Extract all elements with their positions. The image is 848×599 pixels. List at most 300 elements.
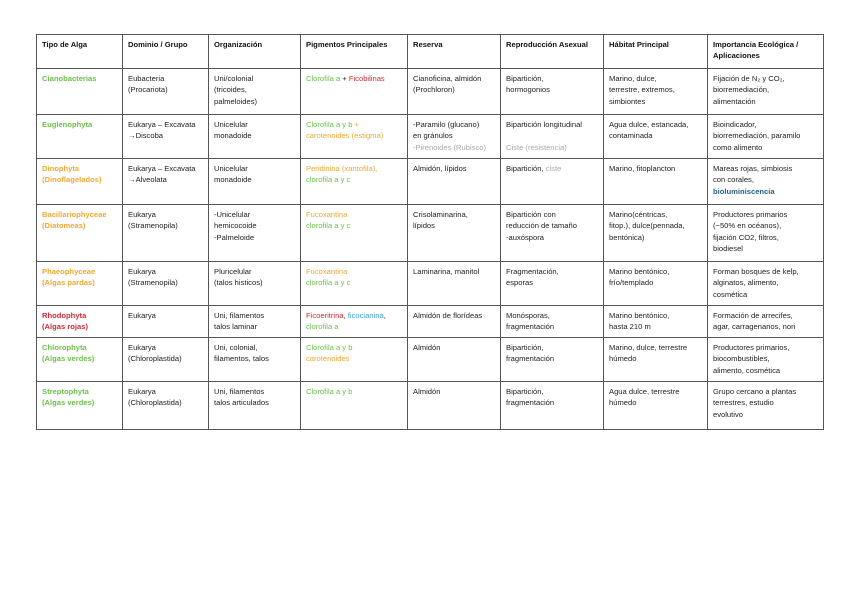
cell-tipo-de-alga xyxy=(37,382,123,430)
cell-line xyxy=(214,353,296,364)
table-row xyxy=(37,159,824,205)
cell-line xyxy=(713,163,819,174)
cell-line xyxy=(713,220,819,231)
cell-line xyxy=(306,73,403,84)
cell-line xyxy=(713,365,819,376)
cell-line: Euglenophyta xyxy=(42,120,93,129)
cell-importancia xyxy=(708,69,824,115)
cell-line xyxy=(128,84,204,95)
text-segment: fragmentación xyxy=(506,322,555,332)
cell-organizacion xyxy=(209,382,301,430)
header-dominio-grupo: Dominio / Grupo xyxy=(123,35,209,69)
text-segment: talos articulados xyxy=(214,398,269,408)
cell-line xyxy=(128,277,204,288)
cell-line xyxy=(306,353,403,364)
cell-line xyxy=(713,397,819,408)
algae-table xyxy=(36,34,824,430)
cell-line xyxy=(506,220,599,231)
text-segment: Crisolaminarina, xyxy=(413,210,468,219)
cell-organizacion xyxy=(209,115,301,159)
text-segment: clorofila a xyxy=(306,322,339,332)
cell-line xyxy=(506,232,599,243)
text-segment: Unicelular xyxy=(214,120,248,129)
text-segment: (talos histicos) xyxy=(214,278,263,288)
cell-importancia xyxy=(708,338,824,382)
text-segment: Marino, fitoplancton xyxy=(609,164,676,173)
cell-line xyxy=(609,353,703,364)
cell-line xyxy=(713,73,819,84)
cell-line xyxy=(214,397,296,408)
table-row xyxy=(37,69,824,115)
cell-line xyxy=(713,186,819,197)
cell-line xyxy=(609,119,703,130)
cell-reproduccion xyxy=(501,306,604,338)
text-segment: Bipartición, xyxy=(506,387,544,396)
cell-importancia xyxy=(708,205,824,262)
text-segment: + xyxy=(340,74,349,83)
text-segment: -auxóspora xyxy=(506,232,544,242)
cell-pigmentos xyxy=(301,382,408,430)
cell-line xyxy=(609,266,703,277)
text-segment: biocombustibles, xyxy=(713,354,770,364)
cell-line xyxy=(214,73,296,84)
cell-line xyxy=(214,386,296,397)
header-reserva: Reserva xyxy=(408,35,501,69)
cell-importancia xyxy=(708,262,824,306)
text-segment: Agua dulce, estancada, xyxy=(609,120,689,129)
cell-line xyxy=(713,310,819,321)
cell-tipo-de-alga xyxy=(37,115,123,159)
text-segment: Bipartición longitudinal xyxy=(506,120,582,129)
cell-line xyxy=(506,342,599,353)
text-segment: Forman bosques de kelp, xyxy=(713,267,799,276)
text-segment: Eukarya xyxy=(128,387,156,396)
cell-line xyxy=(609,386,703,397)
cell-line xyxy=(413,342,496,353)
cell-line xyxy=(506,353,599,364)
text-segment: biorremediación, paramilo xyxy=(713,131,801,141)
cell-line xyxy=(128,342,204,353)
text-segment: carotenoides (estigma) xyxy=(306,131,384,141)
cell-line xyxy=(713,84,819,95)
cell-line xyxy=(609,84,703,95)
cell-line: (Algas rojas) xyxy=(42,322,88,332)
cell-line xyxy=(128,353,204,364)
cell-organizacion xyxy=(209,306,301,338)
text-segment: , xyxy=(383,311,386,320)
cell-line xyxy=(713,174,819,185)
cell-line xyxy=(506,277,599,288)
text-segment: Grupo cercano a plantas xyxy=(713,387,797,396)
text-segment: Bipartición, xyxy=(506,343,544,352)
text-segment: Uni/colonial xyxy=(214,74,254,83)
cell-reserva xyxy=(408,115,501,159)
text-segment: carotenoides xyxy=(306,354,350,364)
cell-line xyxy=(609,130,703,141)
cell-reserva xyxy=(408,262,501,306)
cell-organizacion xyxy=(209,69,301,115)
cell-reserva xyxy=(408,159,501,205)
text-segment: (Prochloron) xyxy=(413,85,455,95)
cell-line xyxy=(128,397,204,408)
cell-line xyxy=(713,142,819,153)
text-segment: Fucoxantina xyxy=(306,210,348,219)
cell-reproduccion xyxy=(501,382,604,430)
cell-line xyxy=(306,266,403,277)
cell-habitat xyxy=(604,69,708,115)
cell-line: Streptophyta xyxy=(42,387,89,396)
text-segment: Bipartición, xyxy=(506,74,544,83)
cell-line: Chlorophyta xyxy=(42,343,87,352)
cell-line xyxy=(506,310,599,321)
cell-tipo-de-alga xyxy=(37,306,123,338)
cell-line xyxy=(306,342,403,353)
cell-line xyxy=(506,84,599,95)
cell-line xyxy=(713,209,819,220)
cell-pigmentos xyxy=(301,306,408,338)
cell-line xyxy=(609,163,703,174)
cell-line xyxy=(609,277,703,288)
text-segment: reducción de tamaño xyxy=(506,221,577,231)
text-segment: -Unicelular xyxy=(214,210,251,219)
cell-line xyxy=(413,130,496,141)
text-segment: (Chloroplastida) xyxy=(128,354,182,364)
cell-line xyxy=(214,310,296,321)
text-segment: fijación CO2, filtros, xyxy=(713,232,779,242)
cell-line xyxy=(306,209,403,220)
text-segment: (Procariota) xyxy=(128,85,168,95)
cell-line xyxy=(609,342,703,353)
text-segment: Mareas rojas, simbiosis xyxy=(713,164,793,173)
text-segment: Bipartición con xyxy=(506,210,556,219)
cell-line xyxy=(413,220,496,231)
cell-line xyxy=(506,321,599,332)
text-segment: (~50% en océanos), xyxy=(713,221,782,231)
cell-habitat xyxy=(604,159,708,205)
cell-line xyxy=(506,73,599,84)
cell-reproduccion xyxy=(501,115,604,159)
cell-line xyxy=(506,130,599,141)
cell-habitat xyxy=(604,205,708,262)
text-segment: Agua dulce, terrestre xyxy=(609,387,680,396)
text-segment: Formación de arrecifes, xyxy=(713,311,793,320)
cell-line xyxy=(214,209,296,220)
cell-importancia xyxy=(708,382,824,430)
cell-line xyxy=(306,321,403,332)
text-segment: talos laminar xyxy=(214,322,258,332)
cell-line xyxy=(506,119,599,130)
text-segment: Bipartición, xyxy=(506,164,546,173)
text-segment: Marino, dulce, xyxy=(609,74,657,83)
cell-dominio xyxy=(123,205,209,262)
text-segment: clorofila a y c xyxy=(306,221,351,231)
text-segment: Eukarya – Excavata xyxy=(128,120,196,129)
cell-reproduccion xyxy=(501,159,604,205)
text-segment: simbiontes xyxy=(609,96,646,106)
cell-reproduccion xyxy=(501,69,604,115)
header-pigmentos: Pigmentos Principales xyxy=(301,35,408,69)
cell-line xyxy=(128,266,204,277)
text-segment: Clorofila a xyxy=(306,74,341,83)
text-segment: clorofila a y c xyxy=(306,175,351,185)
table-header-row xyxy=(37,35,824,69)
cell-line xyxy=(506,142,599,153)
text-segment: hemicocoide xyxy=(214,221,257,231)
text-segment: biodiesel xyxy=(713,244,743,254)
cell-line xyxy=(128,163,204,174)
cell-line xyxy=(128,174,204,185)
text-segment: Fijación de N₂ y CO₂, xyxy=(713,74,785,83)
cell-dominio xyxy=(123,69,209,115)
text-segment: Uni, colonial, xyxy=(214,343,258,352)
cell-line xyxy=(413,386,496,397)
text-segment: Marino, dulce, terrestre xyxy=(609,343,688,352)
cell-tipo-de-alga xyxy=(37,159,123,205)
text-segment: (Chloroplastida) xyxy=(128,398,182,408)
cell-line xyxy=(506,266,599,277)
cell-line xyxy=(506,397,599,408)
cell-line: (Algas verdes) xyxy=(42,354,95,364)
cell-line: (Algas verdes) xyxy=(42,398,95,408)
cell-line xyxy=(214,84,296,95)
cell-line xyxy=(713,386,819,397)
text-segment: Clorofila a y b xyxy=(306,120,353,129)
cell-reproduccion xyxy=(501,338,604,382)
text-segment: Eukarya xyxy=(128,210,156,219)
cell-line xyxy=(413,142,496,153)
cell-line xyxy=(713,342,819,353)
cell-line xyxy=(128,209,204,220)
cell-line xyxy=(214,96,296,107)
text-segment: bentónica) xyxy=(609,232,645,242)
text-segment: húmedo xyxy=(609,354,637,364)
text-segment: húmedo xyxy=(609,398,637,408)
cell-line xyxy=(713,321,819,332)
cell-dominio xyxy=(123,159,209,205)
text-segment: Fragmentación, xyxy=(506,267,559,276)
text-segment: filamentos, talos xyxy=(214,354,269,364)
cell-line xyxy=(609,209,703,220)
cell-line xyxy=(609,310,703,321)
cell-line xyxy=(413,209,496,220)
cell-line: Bacillariophyceae xyxy=(42,210,107,219)
text-segment: Fucoxantina xyxy=(306,267,348,276)
cell-line xyxy=(713,409,819,420)
cell-line xyxy=(214,321,296,332)
text-segment: + xyxy=(352,120,359,129)
text-segment: →Alveolata xyxy=(128,175,167,185)
table-row xyxy=(37,262,824,306)
text-segment: alimentación xyxy=(713,96,756,106)
cell-pigmentos xyxy=(301,338,408,382)
header-reproduccion: Reproducción Asexual xyxy=(501,35,604,69)
header-importancia: Importancia Ecológica / Aplicaciones xyxy=(708,35,824,69)
cell-pigmentos xyxy=(301,115,408,159)
text-segment: Marino bentónico, xyxy=(609,267,670,276)
text-segment: fragmentación xyxy=(506,398,555,408)
cell-line xyxy=(214,342,296,353)
text-segment: (Stramenopila) xyxy=(128,221,178,231)
text-segment: palmeloides) xyxy=(214,96,258,106)
cell-habitat xyxy=(604,262,708,306)
cell-reserva xyxy=(408,382,501,430)
cell-line xyxy=(214,119,296,130)
text-segment: Marino(céntricas, xyxy=(609,210,668,219)
cell-habitat xyxy=(604,306,708,338)
text-segment: Ficobilinas xyxy=(348,74,385,83)
cell-line xyxy=(609,220,703,231)
text-segment: monadoide xyxy=(214,175,252,185)
text-segment: con corales, xyxy=(713,175,754,185)
cell-line xyxy=(713,130,819,141)
cell-pigmentos xyxy=(301,205,408,262)
text-segment: evolutivo xyxy=(713,409,743,419)
text-segment: terrestre, extremos, xyxy=(609,85,675,95)
cell-line xyxy=(128,73,204,84)
header-organizacion: Organización xyxy=(209,35,301,69)
cell-line xyxy=(713,266,819,277)
header-tipo-de-alga: Tipo de Alga xyxy=(37,35,123,69)
cell-line xyxy=(214,266,296,277)
text-segment: cosmética xyxy=(713,289,748,299)
text-segment: Eukarya xyxy=(128,311,156,320)
cell-line xyxy=(713,119,819,130)
cell-dominio xyxy=(123,338,209,382)
cell-organizacion xyxy=(209,262,301,306)
cell-importancia xyxy=(708,306,824,338)
cell-line xyxy=(413,163,496,174)
text-segment: Uni, filamentos xyxy=(214,387,265,396)
cell-line: Cianobacterias xyxy=(42,74,97,83)
cell-line xyxy=(713,96,819,107)
text-segment: Ficoeritrina xyxy=(306,311,344,320)
text-segment: Monósporas, xyxy=(506,311,550,320)
cell-line xyxy=(609,232,703,243)
text-segment: lípidos xyxy=(413,221,435,231)
cell-pigmentos xyxy=(301,159,408,205)
cell-line xyxy=(713,232,819,243)
cell-line xyxy=(506,209,599,220)
table-row xyxy=(37,205,824,262)
cell-line xyxy=(214,174,296,185)
cell-importancia xyxy=(708,115,824,159)
cell-line xyxy=(214,163,296,174)
cell-tipo-de-alga xyxy=(37,69,123,115)
text-segment: Cianoficina, almidón xyxy=(413,74,482,83)
text-segment: frío/templado xyxy=(609,278,654,288)
text-segment: bioluminiscencia xyxy=(713,186,775,196)
text-segment: →Discoba xyxy=(128,131,164,141)
cell-line xyxy=(413,119,496,130)
text-segment: Bioindicador, xyxy=(713,120,757,129)
cell-dominio xyxy=(123,306,209,338)
cell-reproduccion xyxy=(501,262,604,306)
text-segment: Almidón, lípidos xyxy=(413,164,467,173)
text-segment: contaminada xyxy=(609,131,653,141)
text-segment: (tricoides, xyxy=(214,85,247,95)
cell-line xyxy=(506,386,599,397)
cell-line xyxy=(306,310,403,321)
text-segment: Productores primarios, xyxy=(713,343,790,352)
cell-line xyxy=(214,232,296,243)
text-segment: Clorofila a y b xyxy=(306,343,353,352)
cell-line xyxy=(713,353,819,364)
cell-pigmentos xyxy=(301,262,408,306)
cell-importancia xyxy=(708,159,824,205)
text-segment: -Pirenoides (Rubisco) xyxy=(413,142,487,152)
cell-line xyxy=(506,163,599,174)
text-segment: ciste xyxy=(545,164,562,173)
text-segment: , xyxy=(343,311,348,320)
cell-line: Phaeophyceae xyxy=(42,267,96,276)
cell-line xyxy=(413,73,496,84)
text-segment: terrestres, estudio xyxy=(713,398,774,408)
cell-line xyxy=(306,174,403,185)
text-segment: Eubacteria xyxy=(128,74,165,83)
text-segment: fragmentación xyxy=(506,354,555,364)
cell-line xyxy=(306,277,403,288)
text-segment: Eukarya xyxy=(128,343,156,352)
cell-line xyxy=(306,130,403,141)
cell-line: Rhodophyta xyxy=(42,311,87,320)
text-segment: Eukarya xyxy=(128,267,156,276)
text-segment: hormogonios xyxy=(506,85,550,95)
text-segment: Laminarina, manitol xyxy=(413,267,480,276)
cell-habitat xyxy=(604,338,708,382)
text-segment: Almidón xyxy=(413,343,441,352)
cell-reserva xyxy=(408,338,501,382)
cell-line xyxy=(214,220,296,231)
cell-line xyxy=(609,321,703,332)
text-segment: -Palmeloide xyxy=(214,232,255,242)
cell-organizacion xyxy=(209,159,301,205)
cell-line xyxy=(128,220,204,231)
cell-line xyxy=(609,96,703,107)
cell-line xyxy=(128,310,204,321)
table-row xyxy=(37,115,824,159)
cell-line xyxy=(713,277,819,288)
cell-line xyxy=(306,163,403,174)
cell-line xyxy=(413,84,496,95)
cell-dominio xyxy=(123,262,209,306)
text-segment: Almidón xyxy=(413,387,441,396)
text-segment: clorofila a y c xyxy=(306,278,351,288)
text-segment: esporas xyxy=(506,278,534,288)
cell-habitat xyxy=(604,382,708,430)
cell-line xyxy=(306,386,403,397)
cell-dominio xyxy=(123,382,209,430)
cell-organizacion xyxy=(209,205,301,262)
text-segment: (Stramenopila) xyxy=(128,278,178,288)
text-segment: ficocianina xyxy=(347,311,384,320)
text-segment: biorremediación, xyxy=(713,85,770,95)
cell-line xyxy=(609,397,703,408)
text-segment: -Paramilo (glucano) xyxy=(413,120,480,129)
cell-line: (Algas pardas) xyxy=(42,278,95,288)
cell-line xyxy=(609,73,703,84)
cell-line xyxy=(128,130,204,141)
cell-line: (Diatomeas) xyxy=(42,221,86,231)
text-segment: Unicelular xyxy=(214,164,248,173)
text-segment: fitop.), dulce(pennada, xyxy=(609,221,685,231)
text-segment: alginatos, alimento, xyxy=(713,278,779,288)
text-segment: Productores primarios xyxy=(713,210,788,219)
cell-line xyxy=(413,310,496,321)
cell-line xyxy=(713,243,819,254)
cell-line: (Dinoflagelados) xyxy=(42,175,102,185)
cell-line xyxy=(214,130,296,141)
cell-tipo-de-alga xyxy=(37,338,123,382)
